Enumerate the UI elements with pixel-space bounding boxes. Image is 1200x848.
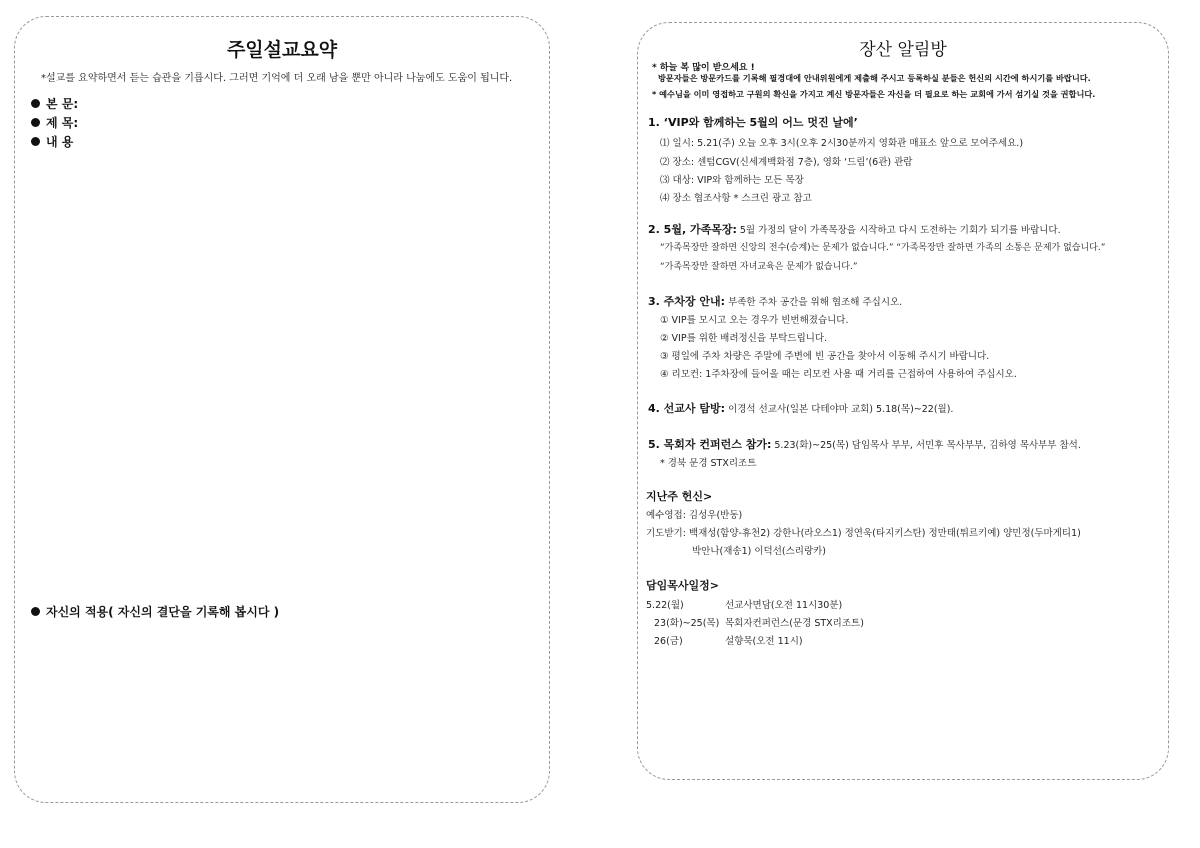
section1-line: ⑷ 장소 협조사항 * 스크린 광고 참고 bbox=[660, 193, 812, 204]
offering-line: 예수영접: 김성우(반동) bbox=[646, 510, 743, 521]
passage-item bbox=[31, 95, 78, 112]
section2-line bbox=[648, 221, 1061, 237]
offering-line: 박안나(재송1) 이덕선(스리랑카) bbox=[692, 546, 827, 557]
offering-line: 기도받기: 백재성(함양-휴천2) 강한나(라오스1) 정연욱(타지키스탄) 정만태(튀르키예) 양민정(두마게티1) bbox=[646, 528, 1081, 539]
content-item bbox=[31, 133, 73, 150]
section1-line: ⑵ 장소: 센텀CGV(신세계백화점 7층), 영화 ‘드림’(6관) 관람 bbox=[660, 157, 913, 168]
sermon-summary-title: 주일설교요약 bbox=[226, 39, 338, 61]
section4-heading: 4. 선교사 탐방: bbox=[648, 402, 726, 415]
section1-line: ⑶ 대상: VIP와 함께하는 모든 목장 bbox=[660, 175, 804, 186]
section4-line bbox=[648, 400, 953, 416]
bullet-icon bbox=[31, 118, 40, 127]
announcements-panel bbox=[637, 22, 1169, 780]
passage-label: 본 문: bbox=[46, 97, 79, 111]
content-label: 내 용 bbox=[46, 135, 74, 149]
schedule-date: 23(화)~25(목) bbox=[654, 618, 720, 629]
section3-item: ④ 리모컨: 1주차장에 들어올 때는 리모컨 사용 때 거리를 근접하여 사용하여 주십시오. bbox=[660, 369, 1017, 380]
announcements-title: 장산 알림방 bbox=[859, 40, 947, 60]
schedule-date: 5.22(월) bbox=[646, 600, 684, 611]
offering-heading: 지난주 헌신> bbox=[646, 490, 713, 503]
section3-line bbox=[648, 293, 902, 309]
section2-heading: 2. 5월, 가족목장: bbox=[648, 223, 737, 236]
section5-heading: 5. 목회자 컨퍼런스 참가: bbox=[648, 438, 772, 451]
section1-heading: 1. ‘VIP와 함께하는 5월의 어느 멋진 날에’ bbox=[648, 116, 858, 129]
section4-text: 이경석 선교사(일본 다테야마 교회) 5.18(목)~22(월). bbox=[728, 404, 954, 415]
section2-text: 5월 가정의 달이 가족목장을 시작하고 다시 도전하는 기회가 되기를 바랍니다. bbox=[739, 225, 1061, 236]
schedule-event: 목회자컨퍼런스(문경 STX리조트) bbox=[725, 618, 864, 629]
section5-note: * 경북 문경 STX리조트 bbox=[660, 458, 757, 469]
bullet-icon bbox=[31, 99, 40, 108]
application-label: 자신의 적용( 자신의 결단을 기록해 봅시다 ) bbox=[46, 605, 280, 619]
section2-quote: “가족목장만 잘하면 신앙의 전수(승계)는 문제가 없습니다.” “가족목장만 잘하면 가족의 소통은 문제가 없습니다.” bbox=[660, 243, 1106, 253]
schedule-event: 설향묵(오전 11시) bbox=[725, 636, 803, 647]
sermon-note: *설교를 요약하면서 듣는 습관을 기릅시다. 그러면 기억에 더 오래 남을 뿐만 아니라 나눔에도 도움이 됩니다. bbox=[41, 73, 513, 84]
section2-quote: “가족목장만 잘하면 자녀교육은 문제가 없습니다.” bbox=[660, 262, 858, 272]
sermon-title-label: 제 목: bbox=[46, 116, 79, 130]
bullet-icon bbox=[31, 137, 40, 146]
intro-member-note: * 예수님을 이미 영접하고 구원의 확신을 가지고 계신 방문자들은 자신을 더 필요로 하는 교회에 가서 섬기실 것을 권합니다. bbox=[652, 89, 1096, 99]
section3-item: ③ 평일에 주차 차량은 주말에 주변에 빈 공간을 찾아서 이동해 주시기 바랍니다. bbox=[660, 351, 990, 362]
section3-item: ① VIP를 모시고 오는 경우가 빈번해졌습니다. bbox=[660, 315, 849, 326]
intro-greeting: * 하늘 복 많이 받으세요 ! bbox=[652, 63, 755, 73]
application-item bbox=[31, 603, 279, 620]
section5-text: 5.23(화)~25(목) 담임목사 부부, 서민후 목사부부, 김하영 목사부부 참석. bbox=[774, 440, 1081, 451]
sermon-summary-panel bbox=[14, 16, 550, 803]
sermon-title-item bbox=[31, 114, 78, 131]
section3-item: ② VIP를 위한 배려정신을 부탁드립니다. bbox=[660, 333, 828, 344]
section5-line bbox=[648, 436, 1081, 452]
schedule-heading: 담임목사일정> bbox=[646, 579, 719, 592]
intro-visitor-note: 방문자들은 방문카드를 기록해 필경대에 안내위원에게 제출해 주시고 등록하실 분들은 헌신의 시간에 하시기를 바랍니다. bbox=[658, 73, 1091, 83]
section1-line: ⑴ 일시: 5.21(주) 오늘 오후 3시(오후 2시30분까지 영화관 매표소 앞으로 모여주세요.) bbox=[660, 138, 1024, 149]
section3-heading: 3. 주차장 안내: bbox=[648, 295, 726, 308]
section3-text: 부족한 주차 공간을 위해 협조해 주십시오. bbox=[728, 297, 903, 308]
schedule-event: 선교사면담(오전 11시30분) bbox=[725, 600, 843, 611]
schedule-date: 26(금) bbox=[654, 636, 683, 647]
bullet-icon bbox=[31, 607, 40, 616]
